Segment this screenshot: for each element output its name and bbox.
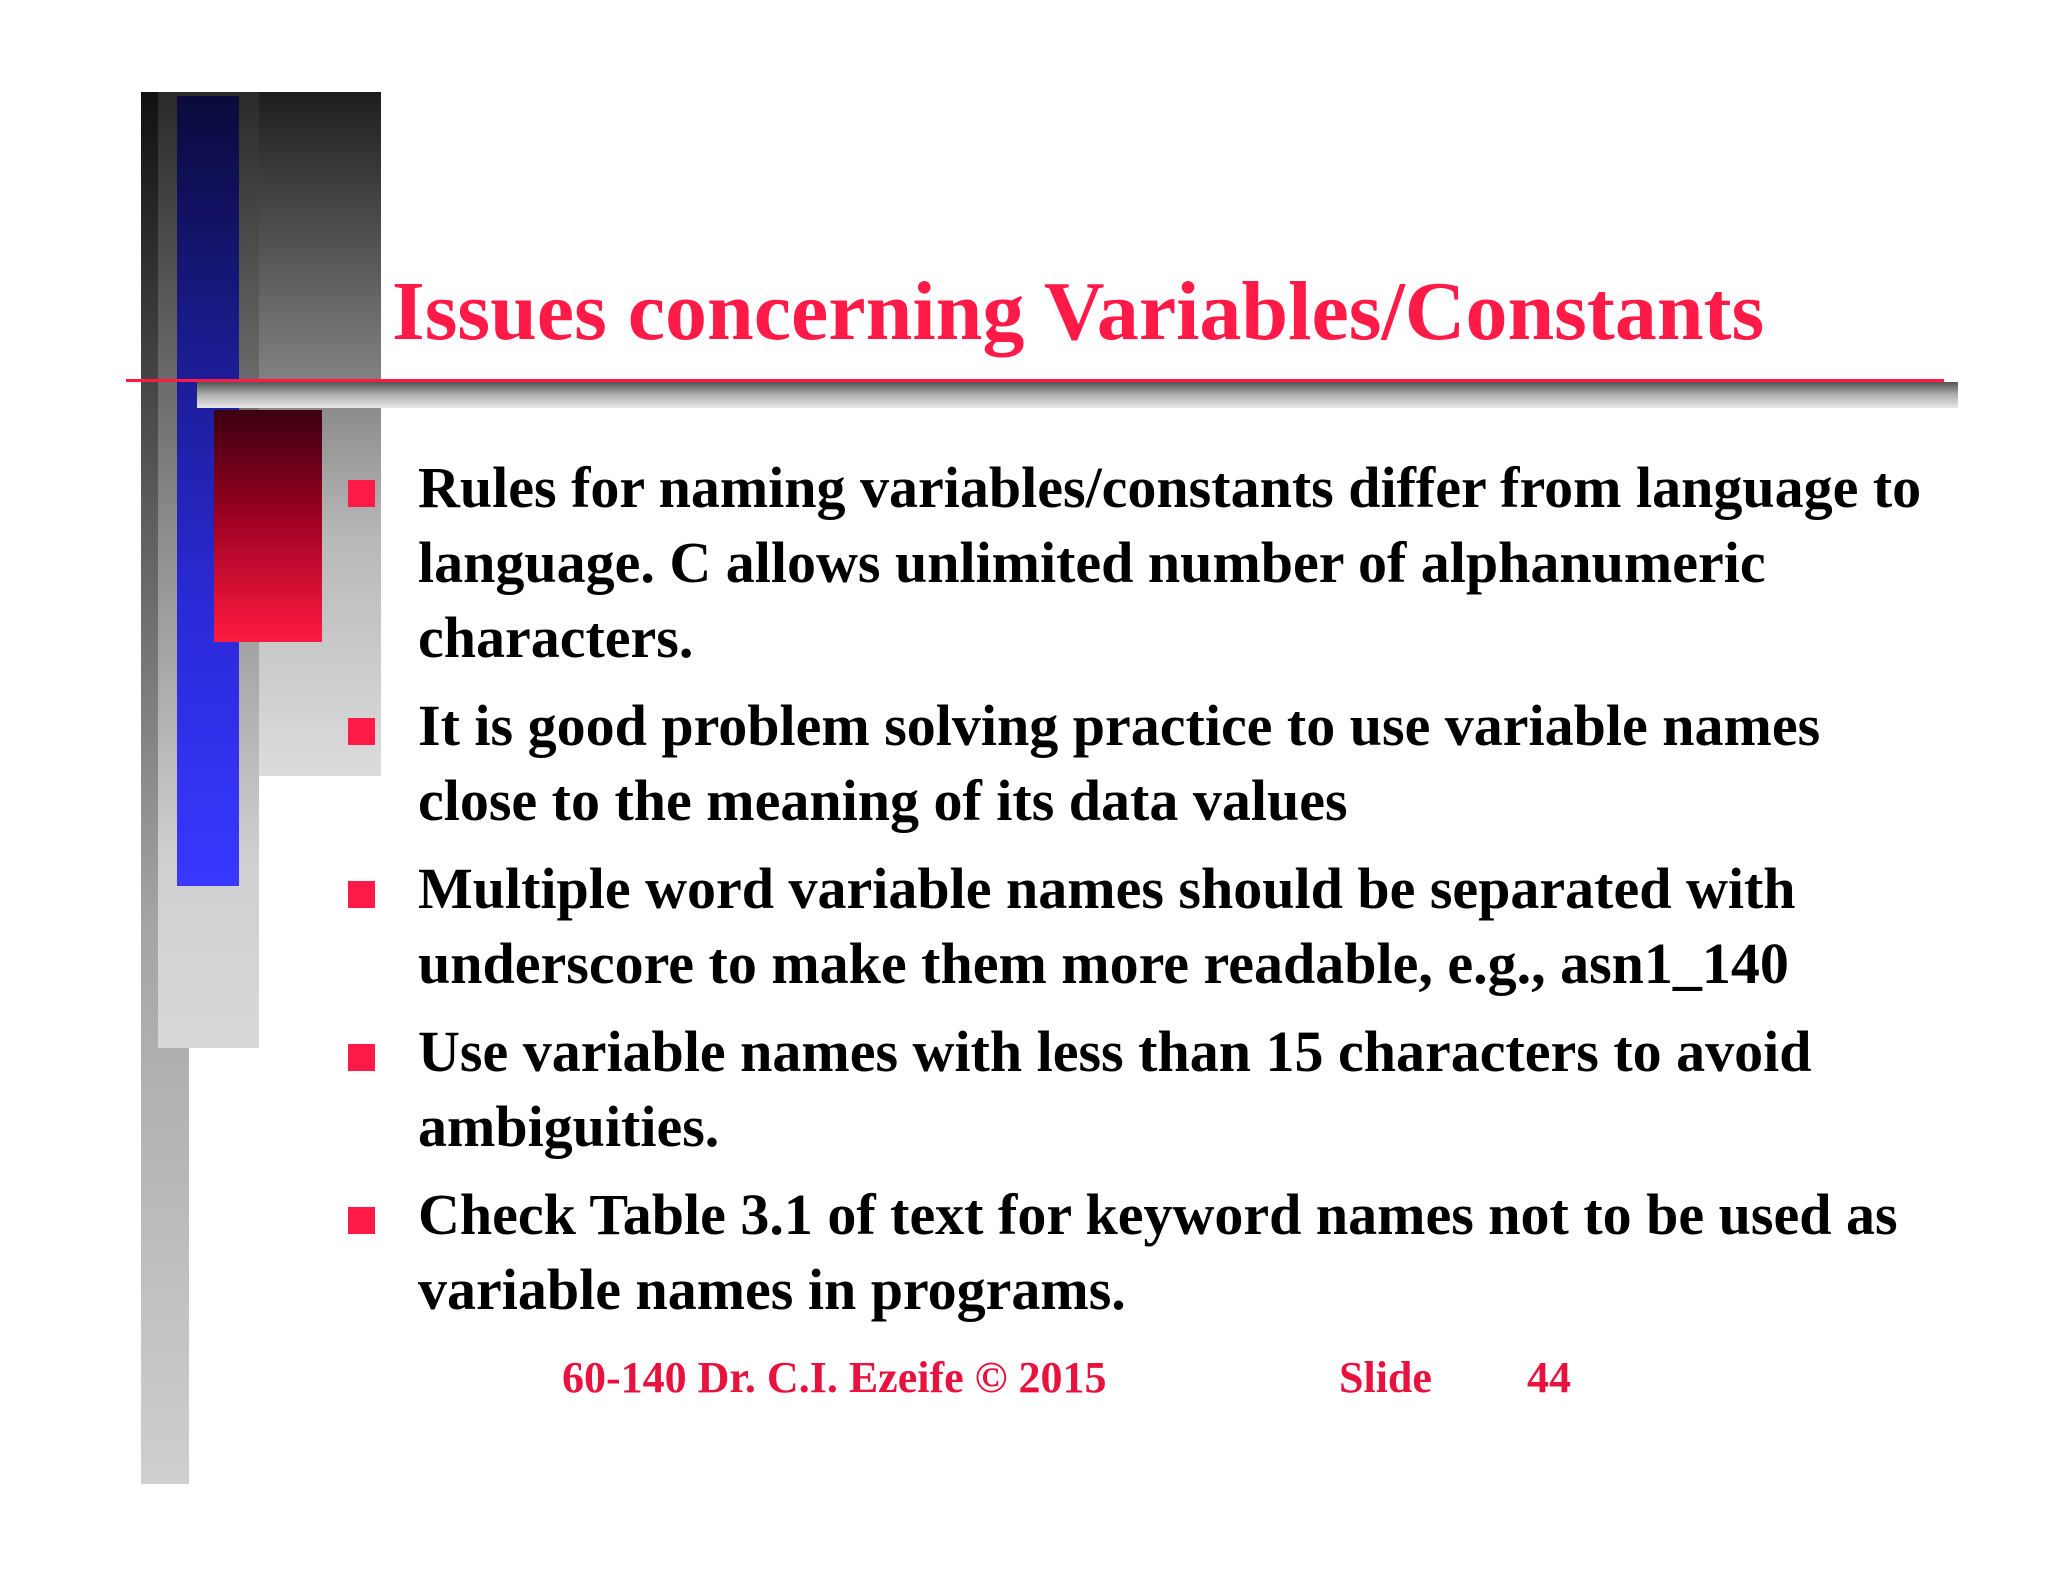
title-underline <box>126 379 1944 382</box>
square-bullet-icon <box>348 718 375 745</box>
square-bullet-icon <box>348 1207 375 1234</box>
bullet-item <box>348 450 1948 675</box>
title-underline-shadow <box>197 382 1958 408</box>
slide-number: 44 <box>1527 1353 1571 1402</box>
bullet-text: Check Table 3.1 of text for keyword names not to be used as variable names in programs. <box>418 1182 1898 1322</box>
bullet-text: Use variable names with less than 15 characters to avoid ambiguities. <box>418 1019 1812 1159</box>
bullet-text: Rules for naming variables/constants differ from language to language. C allows unlimited number of alphanumeric characters. <box>418 455 1922 670</box>
square-bullet-icon <box>348 480 375 507</box>
slide-title: Issues concerning Variables/Constants <box>392 265 1765 358</box>
bullet-item <box>348 1177 1948 1327</box>
decorative-red-block <box>214 410 322 642</box>
bullet-item <box>348 688 1948 838</box>
square-bullet-icon <box>348 881 375 908</box>
square-bullet-icon <box>348 1044 375 1071</box>
footer-slide-label: Slide <box>1339 1353 1432 1402</box>
footer-credit: 60-140 Dr. C.I. Ezeife © 2015 <box>562 1353 1107 1402</box>
bullet-list <box>348 450 1948 1340</box>
bullet-text: It is good problem solving practice to use variable names close to the meaning of its data values <box>418 693 1821 833</box>
bullet-text: Multiple word variable names should be separated with underscore to make them more readable, e.g., asn1_140 <box>418 856 1796 996</box>
bullet-item <box>348 1014 1948 1164</box>
bullet-item <box>348 851 1948 1001</box>
